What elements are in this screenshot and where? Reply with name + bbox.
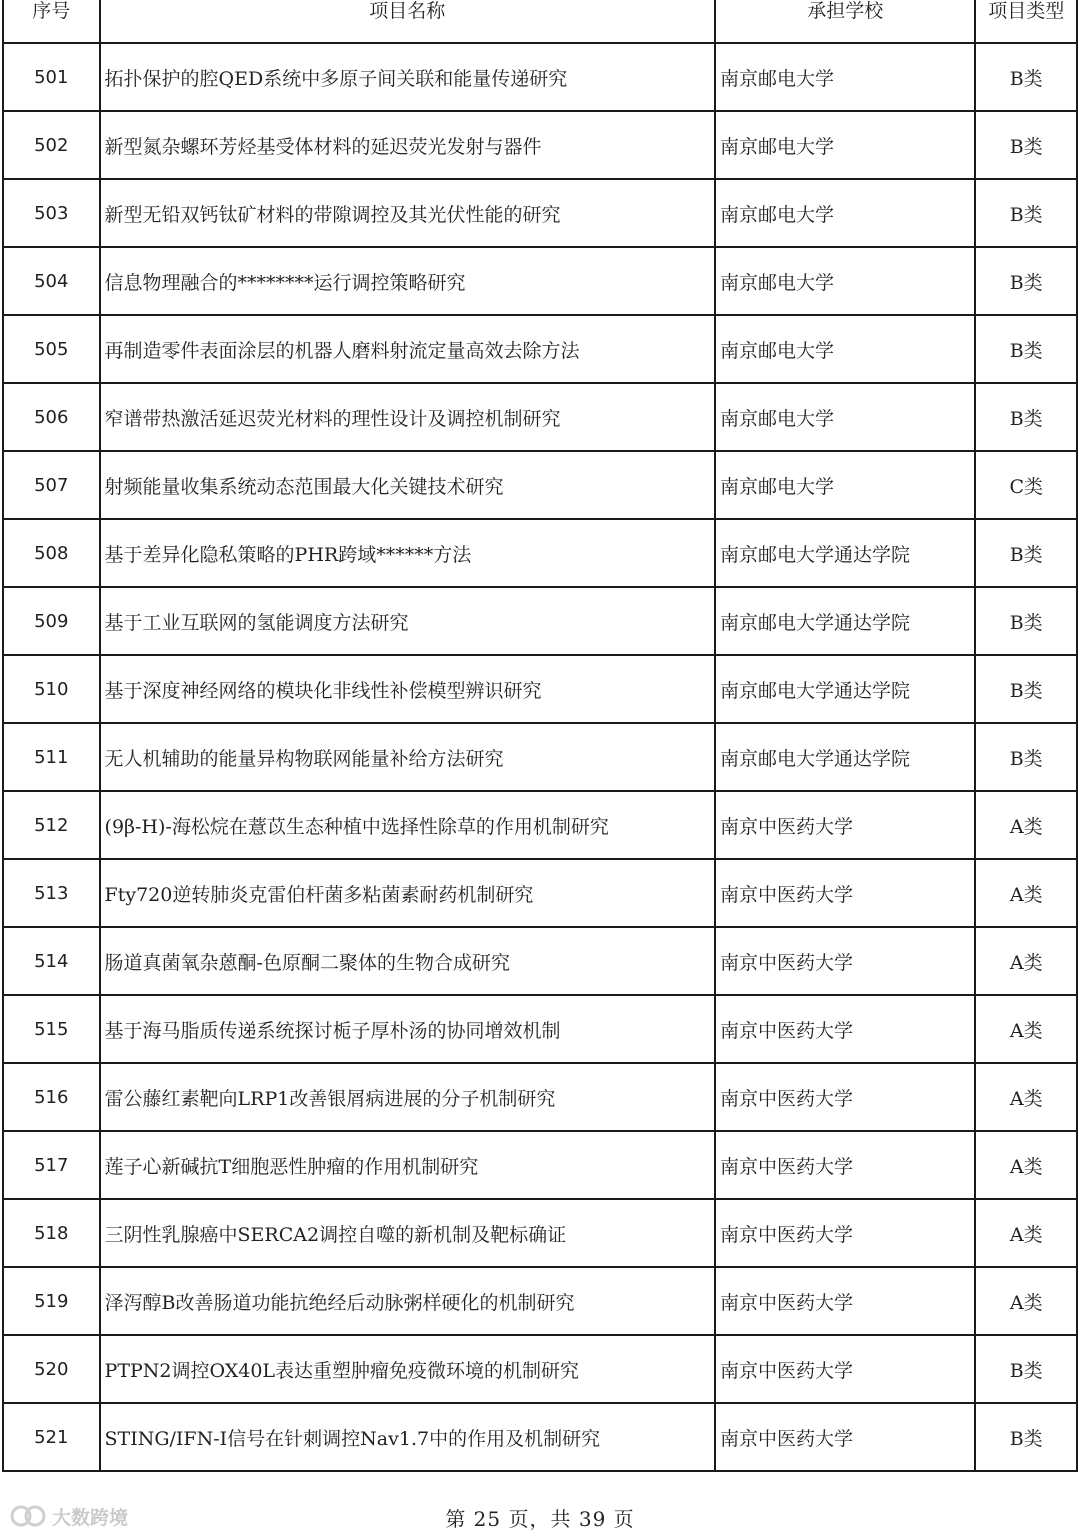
row-serial-number: 508: [3, 519, 100, 587]
table-row: [3, 1131, 1077, 1199]
row-school: 南京邮电大学: [715, 179, 975, 247]
row-school: 南京中医药大学: [715, 859, 975, 927]
row-project-type: B类: [975, 247, 1077, 315]
row-project-type: A类: [975, 995, 1077, 1063]
row-school: 南京邮电大学: [715, 383, 975, 451]
row-project-name: 泽泻醇B改善肠道功能抗绝经后动脉粥样硬化的机制研究: [100, 1267, 715, 1335]
row-serial-number: 518: [3, 1199, 100, 1267]
row-project-type: B类: [975, 1403, 1077, 1471]
table-row: [3, 1403, 1077, 1471]
header-serial-number: 序号: [3, 0, 100, 43]
row-serial-number: 521: [3, 1403, 100, 1471]
table-row: [3, 791, 1077, 859]
page-footer: [0, 1503, 1080, 1532]
table-row: [3, 859, 1077, 927]
watermark-logo-icon: [8, 1503, 48, 1529]
row-serial-number: 516: [3, 1063, 100, 1131]
table-row: [3, 315, 1077, 383]
row-project-name: 三阴性乳腺癌中SERCA2调控自噬的新机制及靶标确证: [100, 1199, 715, 1267]
row-school: 南京邮电大学: [715, 111, 975, 179]
table-row: [3, 451, 1077, 519]
row-project-type: B类: [975, 655, 1077, 723]
row-serial-number: 506: [3, 383, 100, 451]
row-project-type: A类: [975, 1267, 1077, 1335]
row-school: 南京中医药大学: [715, 927, 975, 995]
table-row: [3, 1267, 1077, 1335]
row-school: 南京邮电大学通达学院: [715, 655, 975, 723]
row-project-name: 射频能量收集系统动态范围最大化关键技术研究: [100, 451, 715, 519]
row-school: 南京中医药大学: [715, 1403, 975, 1471]
table-row: [3, 587, 1077, 655]
row-serial-number: 517: [3, 1131, 100, 1199]
table-row: [3, 1063, 1077, 1131]
row-project-type: A类: [975, 791, 1077, 859]
row-project-name: STING/IFN-I信号在针刺调控Nav1.7中的作用及机制研究: [100, 1403, 715, 1471]
row-project-name: (9β-H)-海松烷在薏苡生态种植中选择性除草的作用机制研究: [100, 791, 715, 859]
row-project-name: 基于海马脂质传递系统探讨栀子厚朴汤的协同增效机制: [100, 995, 715, 1063]
row-project-type: A类: [975, 859, 1077, 927]
table-header-row: [3, 0, 1077, 43]
row-project-type: C类: [975, 451, 1077, 519]
row-project-name: Fty720逆转肺炎克雷伯杆菌多粘菌素耐药机制研究: [100, 859, 715, 927]
table-row: [3, 1335, 1077, 1403]
row-school: 南京邮电大学通达学院: [715, 519, 975, 587]
row-project-name: 基于差异化隐私策略的PHR跨域******方法: [100, 519, 715, 587]
header-project-type: 项目类型: [975, 0, 1077, 43]
row-school: 南京邮电大学: [715, 43, 975, 111]
table-body: [3, 43, 1077, 1471]
header-project-name: 项目名称: [100, 0, 715, 43]
row-project-type: B类: [975, 723, 1077, 791]
row-school: 南京中医药大学: [715, 995, 975, 1063]
table-row: [3, 111, 1077, 179]
row-project-name: 无人机辅助的能量异构物联网能量补给方法研究: [100, 723, 715, 791]
table-row: [3, 995, 1077, 1063]
row-project-type: A类: [975, 1063, 1077, 1131]
row-serial-number: 513: [3, 859, 100, 927]
row-project-name: 新型氮杂螺环芳烃基受体材料的延迟荧光发射与器件: [100, 111, 715, 179]
table-row: [3, 383, 1077, 451]
table-row: [3, 519, 1077, 587]
watermark: [8, 1500, 128, 1532]
row-school: 南京邮电大学通达学院: [715, 723, 975, 791]
row-school: 南京邮电大学: [715, 315, 975, 383]
row-project-type: A类: [975, 927, 1077, 995]
header-school: 承担学校: [715, 0, 975, 43]
row-serial-number: 509: [3, 587, 100, 655]
table-row: [3, 43, 1077, 111]
page-number-text: 第 25 页，共 39 页: [445, 1507, 635, 1531]
table-row: [3, 927, 1077, 995]
row-project-name: 再制造零件表面涂层的机器人磨料射流定量高效去除方法: [100, 315, 715, 383]
row-project-type: A类: [975, 1199, 1077, 1267]
row-project-name: 拓扑保护的腔QED系统中多原子间关联和能量传递研究: [100, 43, 715, 111]
row-school: 南京中医药大学: [715, 1199, 975, 1267]
row-school: 南京中医药大学: [715, 791, 975, 859]
row-serial-number: 507: [3, 451, 100, 519]
row-serial-number: 503: [3, 179, 100, 247]
row-serial-number: 510: [3, 655, 100, 723]
row-school: 南京中医药大学: [715, 1335, 975, 1403]
row-project-type: B类: [975, 587, 1077, 655]
watermark-text: 大数跨境: [52, 1506, 129, 1529]
row-project-type: B类: [975, 383, 1077, 451]
row-serial-number: 514: [3, 927, 100, 995]
row-school: 南京中医药大学: [715, 1131, 975, 1199]
project-table: [2, 0, 1078, 1472]
row-project-name: 基于工业互联网的氢能调度方法研究: [100, 587, 715, 655]
row-school: 南京中医药大学: [715, 1267, 975, 1335]
row-project-type: B类: [975, 111, 1077, 179]
row-project-type: A类: [975, 1131, 1077, 1199]
row-serial-number: 502: [3, 111, 100, 179]
row-school: 南京邮电大学: [715, 247, 975, 315]
row-project-type: B类: [975, 315, 1077, 383]
row-project-type: B类: [975, 1335, 1077, 1403]
table-row: [3, 655, 1077, 723]
row-serial-number: 504: [3, 247, 100, 315]
row-project-name: 雷公藤红素靶向LRP1改善银屑病进展的分子机制研究: [100, 1063, 715, 1131]
row-project-name: 莲子心新碱抗T细胞恶性肿瘤的作用机制研究: [100, 1131, 715, 1199]
table-row: [3, 1199, 1077, 1267]
row-serial-number: 505: [3, 315, 100, 383]
row-project-name: PTPN2调控OX40L表达重塑肿瘤免疫微环境的机制研究: [100, 1335, 715, 1403]
row-project-name: 窄谱带热激活延迟荧光材料的理性设计及调控机制研究: [100, 383, 715, 451]
row-project-name: 信息物理融合的********运行调控策略研究: [100, 247, 715, 315]
table-row: [3, 247, 1077, 315]
row-serial-number: 501: [3, 43, 100, 111]
row-project-type: B类: [975, 179, 1077, 247]
row-school: 南京邮电大学: [715, 451, 975, 519]
row-school: 南京中医药大学: [715, 1063, 975, 1131]
row-project-name: 新型无铅双钙钛矿材料的带隙调控及其光伏性能的研究: [100, 179, 715, 247]
row-serial-number: 519: [3, 1267, 100, 1335]
row-serial-number: 511: [3, 723, 100, 791]
row-project-type: B类: [975, 519, 1077, 587]
row-serial-number: 520: [3, 1335, 100, 1403]
row-project-name: 基于深度神经网络的模块化非线性补偿模型辨识研究: [100, 655, 715, 723]
row-project-type: B类: [975, 43, 1077, 111]
row-project-name: 肠道真菌氧杂蒽酮-色原酮二聚体的生物合成研究: [100, 927, 715, 995]
table-row: [3, 179, 1077, 247]
table-row: [3, 723, 1077, 791]
row-serial-number: 515: [3, 995, 100, 1063]
row-school: 南京邮电大学通达学院: [715, 587, 975, 655]
row-serial-number: 512: [3, 791, 100, 859]
